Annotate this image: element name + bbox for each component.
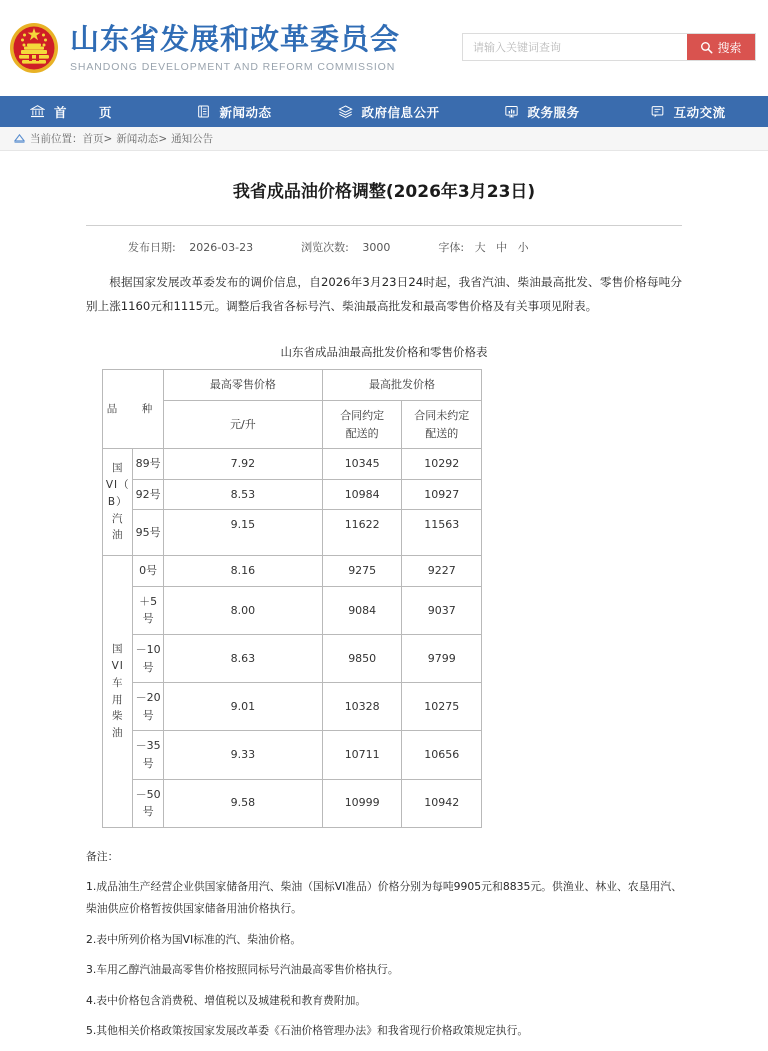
wholesale-uncontracted-minus10: 9799 <box>402 635 482 683</box>
table-row <box>103 556 482 587</box>
news-document-icon <box>196 104 211 119</box>
retail-minus10: 8.63 <box>163 635 322 683</box>
brand-name-cn: 山东省发展和改革委员会 <box>70 22 401 57</box>
nav-item-interaction-label: 互动交流 <box>673 104 726 120</box>
wholesale-uncontracted-minus20: 10275 <box>402 683 482 731</box>
nav-item-government-info-label: 政府信息公开 <box>361 104 440 120</box>
font-size-large[interactable]: 大 <box>474 240 486 254</box>
note-item-1: 1.成品油生产经营企业供国家储备用汽、柴油（国标VI准品）价格分别为每吨9905元和8835元。供渔业、林业、农垦用汽、柴油供应价格暂按供国家储备用油价格执行。 <box>86 880 682 916</box>
breadcrumb-separator-1: > <box>103 132 113 145</box>
category-gasoline-c1: VI（ <box>105 479 130 491</box>
category-diesel <box>103 556 133 828</box>
table-header-row-1 <box>103 370 482 401</box>
retail-92: 8.53 <box>163 479 322 510</box>
home-triangle-icon <box>14 133 25 144</box>
table-row <box>103 731 482 779</box>
title-divider <box>86 225 682 226</box>
nav-item-home[interactable] <box>30 103 122 121</box>
national-emblem-icon <box>8 21 60 75</box>
article-container <box>0 181 768 1042</box>
header-wholesale-contracted-l1: 合同约定 <box>340 408 385 422</box>
nav-item-government-service-label: 政务服务 <box>527 104 580 120</box>
site-header <box>0 0 768 96</box>
category-gasoline <box>103 449 133 556</box>
grade-0: 0号 <box>133 556 163 587</box>
monitor-chart-icon <box>504 104 519 119</box>
breadcrumb-prefix: 当前位置： <box>30 133 83 145</box>
category-diesel-c0: 国 <box>111 643 124 656</box>
nav-item-news[interactable] <box>196 103 272 121</box>
note-item-3: 3.车用乙醇汽油最高零售价格按照同标号汽油最高零售价格执行。 <box>86 963 399 977</box>
site-logo[interactable] <box>8 21 400 75</box>
category-gasoline-c0: 国 <box>111 462 124 475</box>
table-row <box>103 683 482 731</box>
wholesale-contracted-minus35: 10711 <box>322 731 402 779</box>
table-row <box>103 586 482 634</box>
article-meta <box>86 239 682 255</box>
note-item-5: 5.其他相关价格政策按国家发展改革委《石油价格管理办法》和我省现行价格政策规定执行。 <box>86 1024 529 1038</box>
article-body: 根据国家发展改革委发布的调价信息，自2026年3月23日24时起，我省汽油、柴油最高批发、零售价格每吨分别上涨1160元和1115元。调整后我省各标号汽、柴油最高批发和最高零售价格及有关事项见附表。 <box>86 274 682 313</box>
grade-95: 95号 <box>133 510 163 556</box>
category-diesel-c5: 油 <box>111 727 124 740</box>
breadcrumb-item-home[interactable]: 首页 <box>82 133 104 145</box>
header-kind: 品 种 <box>103 370 164 449</box>
breadcrumb-item-announcement[interactable]: 通知公告 <box>171 133 214 145</box>
category-gasoline-c3: 汽 <box>111 512 124 525</box>
chat-bubble-icon <box>650 104 665 119</box>
wholesale-contracted-minus20: 10328 <box>322 683 402 731</box>
retail-95: 9.15 <box>163 510 322 556</box>
nav-item-government-service[interactable] <box>504 103 580 121</box>
grade-minus20: －20号 <box>133 683 163 731</box>
category-diesel-c1: VI <box>111 659 124 672</box>
publish-date-label: 发布日期: <box>128 240 176 254</box>
header-wholesale-uncontracted-l2: 配送的 <box>425 426 459 440</box>
nav-item-government-info[interactable] <box>338 103 440 121</box>
wholesale-uncontracted-95: 11563 <box>402 510 482 556</box>
price-table <box>102 369 482 828</box>
wholesale-contracted-plus5: 9084 <box>322 586 402 634</box>
retail-minus50: 9.58 <box>163 779 322 827</box>
publish-date <box>128 239 253 255</box>
nav-item-news-label: 新闻动态 <box>219 104 272 120</box>
search-box[interactable] <box>462 33 756 61</box>
table-row <box>103 510 482 556</box>
page-title: 我省成品油价格调整(2026年3月23日) <box>232 182 536 202</box>
header-wholesale-uncontracted <box>402 400 482 448</box>
grade-minus50: －50号 <box>133 779 163 827</box>
retail-minus35: 9.33 <box>163 731 322 779</box>
view-count-label: 浏览次数: <box>301 240 349 254</box>
layers-icon <box>338 104 353 119</box>
category-diesel-c4: 柴 <box>111 710 124 723</box>
grade-minus10: －10号 <box>133 635 163 683</box>
note-item-4: 4.表中价格包含消费税、增值税以及城建税和教育费附加。 <box>86 993 367 1007</box>
retail-plus5: 8.00 <box>163 586 322 634</box>
breadcrumb-item-news[interactable]: 新闻动态 <box>116 133 159 145</box>
main-navigation <box>0 96 768 127</box>
wholesale-contracted-0: 9275 <box>322 556 402 587</box>
wholesale-uncontracted-minus35: 10656 <box>402 731 482 779</box>
header-wholesale-group: 最高批发价格 <box>322 370 481 401</box>
font-size-small[interactable]: 小 <box>517 240 529 254</box>
wholesale-uncontracted-0: 9227 <box>402 556 482 587</box>
breadcrumb <box>0 127 768 151</box>
table-caption: 山东省成品油最高批发价格和零售价格表 <box>280 345 488 360</box>
table-row <box>103 479 482 510</box>
search-input[interactable] <box>463 34 687 60</box>
wholesale-uncontracted-plus5: 9037 <box>402 586 482 634</box>
search-button[interactable] <box>687 34 755 60</box>
table-row <box>103 635 482 683</box>
grade-minus35: －35号 <box>133 731 163 779</box>
wholesale-uncontracted-minus50: 10942 <box>402 779 482 827</box>
nav-item-home-label: 首 页 <box>54 104 122 120</box>
brand-text <box>70 23 400 72</box>
category-diesel-c2: 车 <box>111 676 124 689</box>
view-count <box>301 239 390 255</box>
publish-date-value: 2026-03-23 <box>189 240 254 254</box>
wholesale-contracted-95: 11622 <box>322 510 402 556</box>
wholesale-contracted-89: 10345 <box>322 449 402 480</box>
note-item-2: 2.表中所列价格为国VI标准的汽、柴油价格。 <box>86 932 302 946</box>
font-size-selector <box>438 239 528 255</box>
header-retail-unit: 元/升 <box>163 400 322 448</box>
view-count-value: 3000 <box>362 240 391 254</box>
brand-name-en: SHANDONG DEVELOPMENT AND REFORM COMMISSION <box>70 60 396 73</box>
wholesale-uncontracted-89: 10292 <box>402 449 482 480</box>
retail-minus20: 9.01 <box>163 683 322 731</box>
grade-plus5: ＋5号 <box>133 586 163 634</box>
nav-item-interaction[interactable] <box>650 103 726 121</box>
header-wholesale-contracted-l2: 配送的 <box>345 426 379 440</box>
notes-section <box>86 846 682 1042</box>
category-gasoline-c2: B） <box>107 495 128 508</box>
header-wholesale-contracted <box>322 400 402 448</box>
font-size-label: 字体: <box>438 240 465 254</box>
table-row <box>103 449 482 480</box>
search-icon <box>700 41 713 54</box>
retail-89: 7.92 <box>163 449 322 480</box>
category-diesel-c3: 用 <box>111 693 124 706</box>
notes-label: 备注： <box>86 849 119 863</box>
breadcrumb-separator-2: > <box>158 132 168 145</box>
category-gasoline-c4: 油 <box>111 529 124 542</box>
grade-92: 92号 <box>133 479 163 510</box>
wholesale-contracted-92: 10984 <box>322 479 402 510</box>
header-retail-group: 最高零售价格 <box>163 370 322 401</box>
wholesale-uncontracted-92: 10927 <box>402 479 482 510</box>
wholesale-contracted-minus10: 9850 <box>322 635 402 683</box>
home-bank-icon <box>30 104 45 119</box>
header-wholesale-uncontracted-l1: 合同未约定 <box>414 408 470 422</box>
table-row <box>103 779 482 827</box>
font-size-medium[interactable]: 中 <box>496 240 508 254</box>
grade-89: 89号 <box>133 449 163 480</box>
retail-0: 8.16 <box>163 556 322 587</box>
wholesale-contracted-minus50: 10999 <box>322 779 402 827</box>
search-button-label: 搜索 <box>717 40 742 55</box>
